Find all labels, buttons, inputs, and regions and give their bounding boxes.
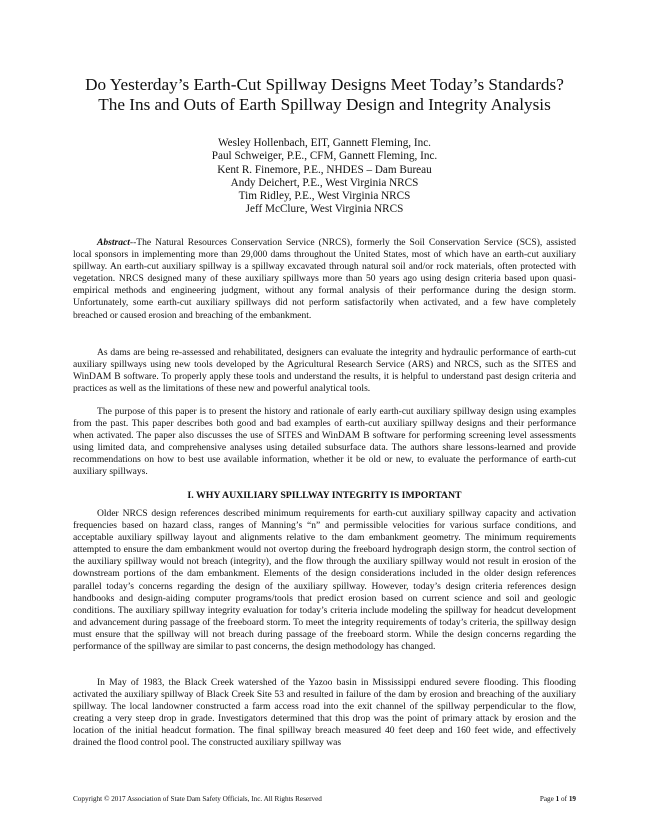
author-line: Andy Deichert, P.E., West Virginia NRCS <box>230 176 419 189</box>
title-line-1: Do Yesterday’s Earth-Cut Spillway Designs Meet Today’s Standards? <box>85 75 564 94</box>
section1-paragraph-1-block <box>73 508 576 653</box>
body-paragraph: Older NRCS design references described minimum requirements for earth-cut auxiliary spillway capacity and activation frequencies based on hazard class, ranges of Manning’s “n” and permissible velocities for various surface conditions, and acceptable auxiliary spillway layout and alignments relative to the dam embankment geometry. The minimum requirements attempted to ensure the dam embankment would not overtop during the freeboard hydrograph design storm, the control section of the auxiliary spillway would not breach (integrity), and the flow through the auxiliary spillway would not result in erosion of the downstream portions of the dam embankment. Elements of the design considerations included in the older design references parallel today’s concerns regarding the design of the auxiliary spillway. However, today’s design criteria references design handbooks and design-aiding computer programs/tools that predict erosion based on current science and soil and geologic conditions. The auxiliary spillway integrity evaluation for today’s criteria include modeling the spillway for headcut development and advancement during passage of the freeboard storm. To meet the integrity requirements of today’s criteria, the spillway design must ensure that the spillway will not breach during passage of the freeboard storm. While the design concerns regarding the performance of the spillway are similar to past concerns, the design methodology has changed. <box>73 508 576 653</box>
body-paragraph: In May of 1983, the Black Creek watershed of the Yazoo basin in Mississippi endured severe flooding. This flooding activated the auxiliary spillway of Black Creek Site 53 and resulted in failure of the dam by erosion and breaching of the auxiliary spillway. The local landowner constructed a farm access road into the exit channel of the spillway perpendicular to the flow, creating a very steep drop in grade. Investigators determined that this drop was the point of primary attack by erosion and the location of the initial headcut formation. The final spillway breach measured 40 feet deep and 160 feet wide, and effectively drained the flood control pool. The constructed auxiliary spillway was <box>73 677 576 749</box>
section-heading: I. WHY AUXILIARY SPILLWAY INTEGRITY IS IMPORTANT <box>187 490 462 501</box>
page-indicator <box>540 795 576 804</box>
author-line: Paul Schweiger, P.E., CFM, Gannett Fleming, Inc. <box>211 150 438 163</box>
title-line-2: The Ins and Outs of Earth Spillway Design and Integrity Analysis <box>98 95 551 114</box>
abstract-label: Abstract <box>97 237 130 248</box>
page-of: of <box>559 795 569 803</box>
intro-paragraph-2-block <box>73 406 576 479</box>
author-list <box>150 137 499 217</box>
section1-paragraph-2-block <box>73 677 576 750</box>
paper-title <box>40 75 609 115</box>
author-line: Tim Ridley, P.E., West Virginia NRCS <box>238 190 411 203</box>
intro-paragraph-1-block <box>73 347 576 395</box>
body-paragraph: The purpose of this paper is to present the history and rationale of early earth-cut auxiliary spillway design using examples from the past. This paper describes both good and bad examples of earth-cut auxiliary spillway designs and their performance when activated. The paper also discusses the use of SITES and WinDAM B software for performing screening level assessments using limited data, and comprehensive analyses using detailed subsurface data. The authors share lessons-learned and provide recommendations on how to best use available information, whether it be old or new, to evaluate the performance of earth-cut auxiliary spillways. <box>73 406 576 478</box>
copyright-notice: Copyright © 2017 Association of State Dam Safety Officials, Inc. All Rights Reserved <box>73 795 322 803</box>
author-line: Jeff McClure, West Virginia NRCS <box>245 203 404 216</box>
author-line: Kent R. Finemore, P.E., NHDES – Dam Bureau <box>217 163 432 176</box>
page-prefix: Page <box>539 795 556 803</box>
author-line: Wesley Hollenbach, EIT, Gannett Fleming, Inc. <box>218 137 431 149</box>
body-paragraph: As dams are being re-assessed and rehabilitated, designers can evaluate the integrity and hydraulic performance of earth-cut auxiliary spillways using new tools developed by the Agricultural Research Service (ARS) and NRCS, such as the SITES and WinDAM B software. To properly apply these tools and understand the results, it is helpful to understand past design criteria and practices as well as the limitations of these new and powerful analytical tools. <box>73 347 576 395</box>
page-total: 19 <box>568 795 576 803</box>
page-number: 1 <box>555 795 560 803</box>
abstract-text: --The Natural Resources Conservation Service (NRCS), formerly the Soil Conservation Service (SCS), assisted local sponsors in implementing more than 29,000 dams throughout the United States, most of which have an earth-cut auxiliary spillway. An earth-cut auxiliary spillway is a spillway excavated through natural soil and/or rock materials, often protected with vegetation. NRCS designed many of these auxiliary spillways more than 50 years ago using design criteria based upon quasi-empirical methods and engineering judgment, without any formal analysis of their performance during the design storm. Unfortunately, some earth-cut auxiliary spillways did not perform satisfactorily when activated, and a few have completely breached or caused erosion and breaching of the embankment. <box>73 237 576 321</box>
abstract-paragraph <box>73 237 576 322</box>
abstract-block <box>73 237 576 322</box>
